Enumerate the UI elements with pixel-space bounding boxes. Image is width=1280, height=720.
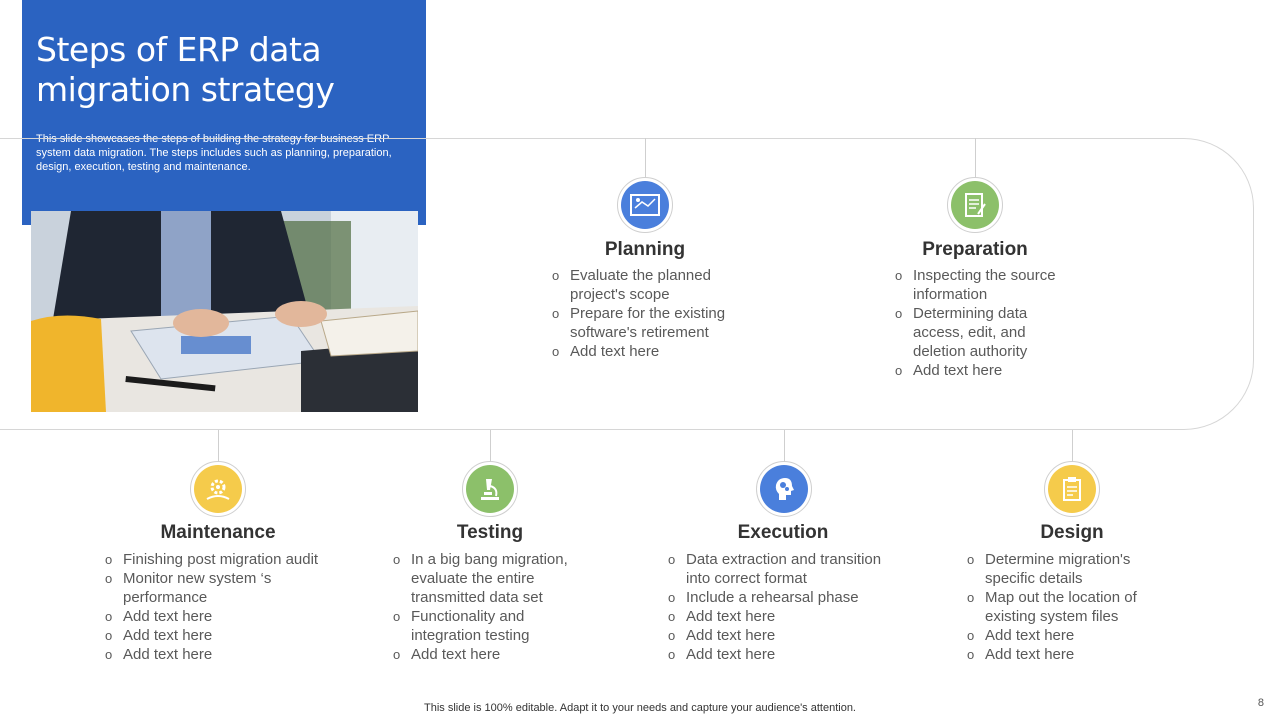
list-item: o Monitor new system ‘s performance [105, 569, 295, 607]
preparation-connector [975, 138, 976, 178]
maintenance-connector [218, 430, 219, 462]
list-item: o Add text here [105, 626, 345, 645]
execution-icon-circle [756, 461, 812, 517]
list-item: o Add text here [967, 645, 1167, 664]
execution-connector [784, 430, 785, 462]
list-item: o Data extraction and transition into correct format [668, 550, 908, 588]
list-item: o Add text here [668, 607, 908, 626]
footer-note: This slide is 100% editable. Adapt it to your needs and capture your audience's attention. [424, 702, 856, 714]
maintenance-icon-circle [190, 461, 246, 517]
testing-icon-circle [462, 461, 518, 517]
slide-title: Steps of ERP data migration strategy [36, 30, 335, 109]
maintenance-list [105, 550, 345, 664]
list-item: o Add text here [668, 645, 908, 664]
preparation-list [895, 266, 1065, 380]
list-item: o Inspecting the source information [895, 266, 1065, 304]
list-item: o Evaluate the planned project's scope [552, 266, 752, 304]
checklist-icon [951, 181, 999, 229]
maintenance-title: Maintenance [160, 522, 276, 543]
list-item: o Determining data access, edit, and deletion authority [895, 304, 1065, 361]
list-item: o Add text here [895, 361, 1065, 380]
planning-connector [645, 138, 646, 178]
execution-title: Execution [737, 522, 829, 543]
list-item: o Finishing post migration audit [105, 550, 345, 569]
page-number: 8 [1257, 697, 1264, 709]
planning-icon-circle [617, 177, 673, 233]
planning-list [552, 266, 752, 361]
testing-title: Testing [456, 522, 524, 543]
head-gears-icon [760, 465, 808, 513]
design-list [967, 550, 1167, 664]
preparation-icon-circle [947, 177, 1003, 233]
list-item: o Determine migration's specific details [967, 550, 1147, 588]
list-item: o Add text here [393, 645, 593, 664]
list-item: o Add text here [668, 626, 908, 645]
microscope-icon [466, 465, 514, 513]
list-item: o In a big bang migration, evaluate the entire transmitted data set [393, 550, 593, 607]
list-item: o Add text here [552, 342, 752, 361]
list-item: o Map out the location of existing system files [967, 588, 1157, 626]
design-icon-circle [1044, 461, 1100, 517]
list-item: o Include a rehearsal phase [668, 588, 908, 607]
clipboard-icon [1048, 465, 1096, 513]
design-title: Design [1040, 522, 1104, 543]
planning-title: Planning [604, 239, 686, 260]
gear-hand-icon [194, 465, 242, 513]
list-item: o Add text here [105, 645, 345, 664]
blueprint-icon [621, 181, 669, 229]
execution-list [668, 550, 908, 664]
preparation-title: Preparation [922, 239, 1028, 260]
slide-subtitle: This slide showcases the steps of building the strategy for business ERP system data migration. The steps includes such as planning, preparation, design, execution, testing and maintenance. [36, 133, 392, 173]
list-item: o Add text here [105, 607, 345, 626]
list-item: o Prepare for the existing software's retirement [552, 304, 752, 342]
design-connector [1072, 430, 1073, 462]
testing-connector [490, 430, 491, 462]
list-item: o Functionality and integration testing [393, 607, 553, 645]
list-item: o Add text here [967, 626, 1167, 645]
testing-list [393, 550, 593, 664]
